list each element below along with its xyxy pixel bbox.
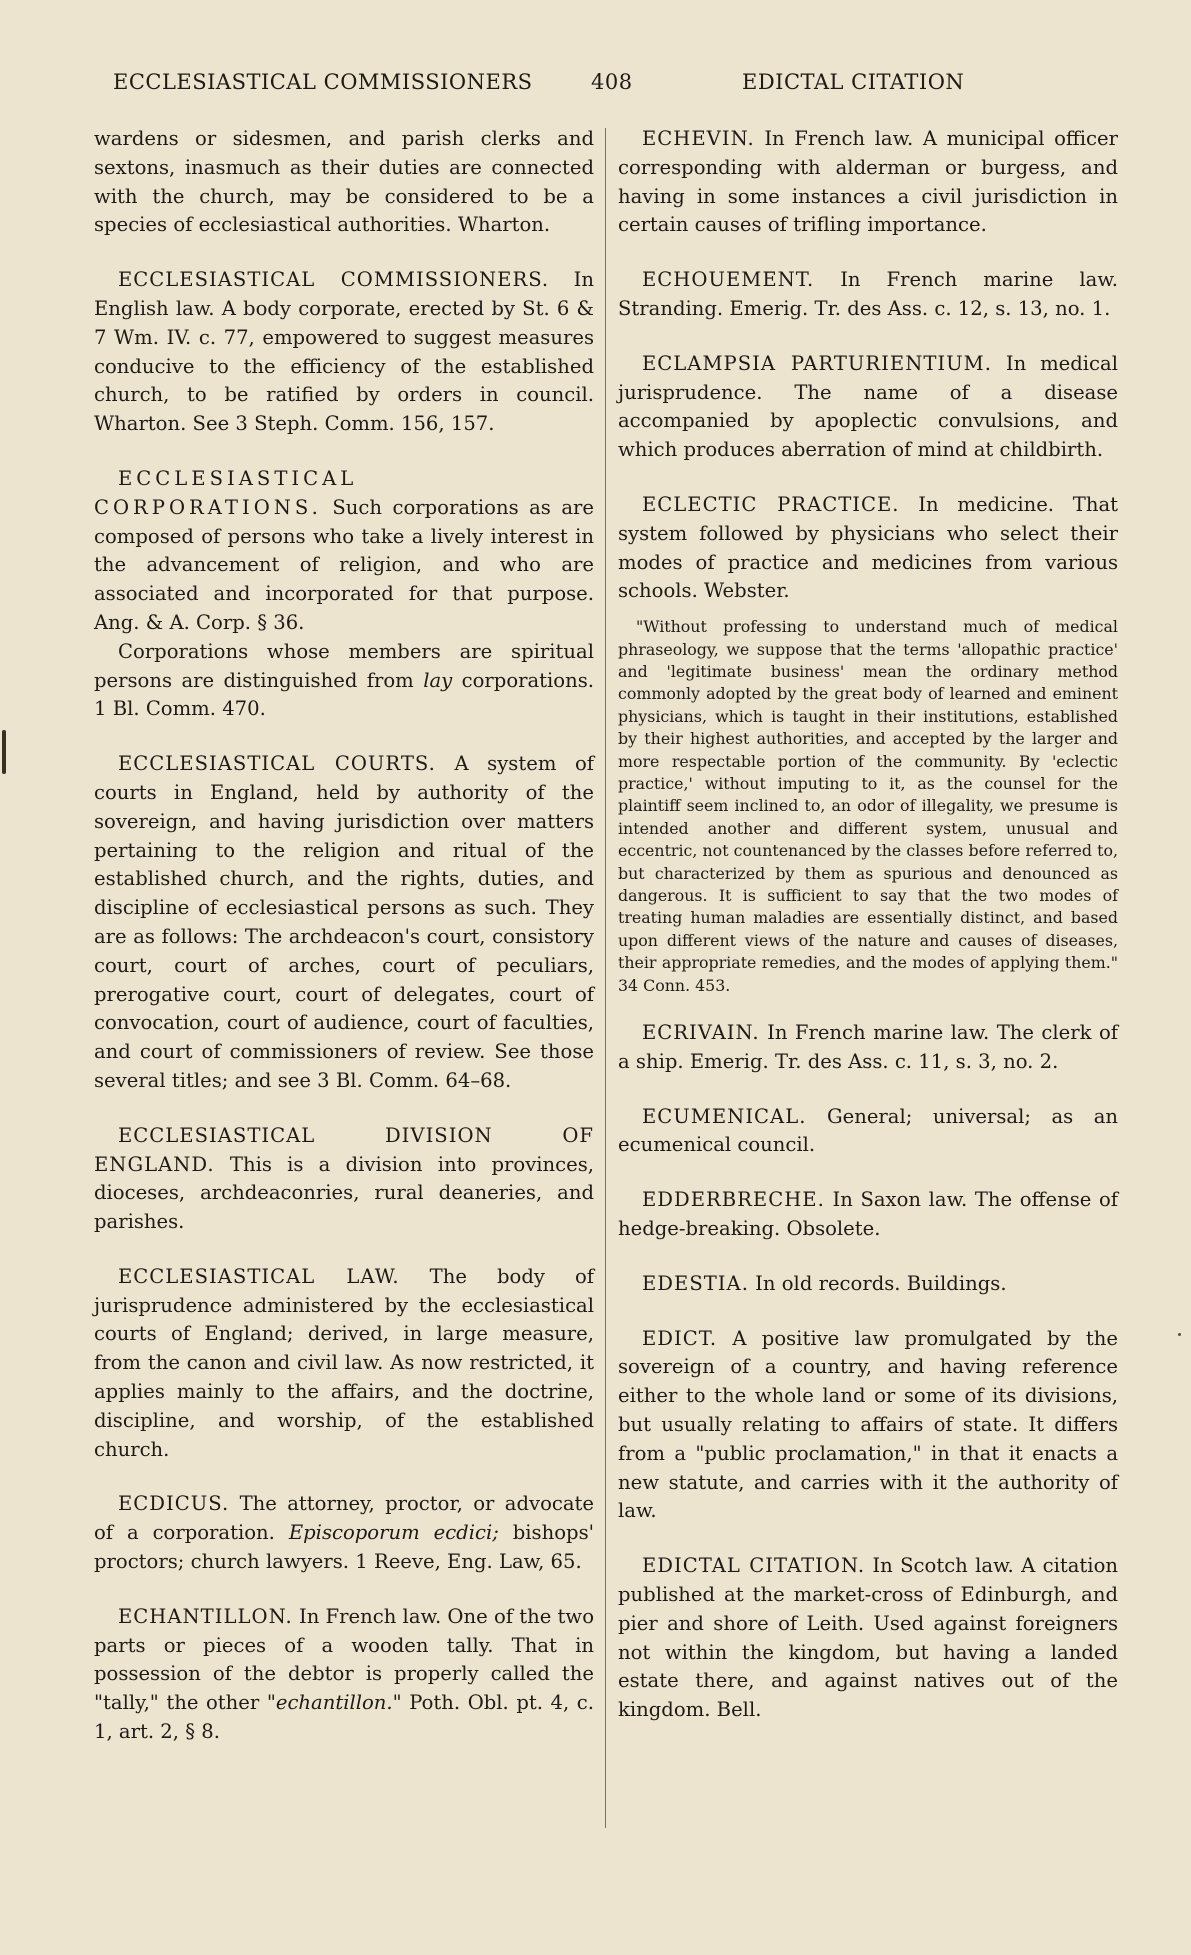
headword: EDICTAL CITATION. [642,1554,866,1578]
definition: In medicine. That system followed by physicians who select their modes of practice and medicines from various schools. Webster. [618,492,1119,603]
right-column [618,125,1118,1751]
headword: ECHANTILLON. [118,1604,293,1628]
continued-entry [94,125,594,240]
entry-ecclesiastical-corporations [94,465,594,724]
running-head [0,70,1191,100]
headword: ECCLESIASTICAL COURTS. [118,752,436,776]
headword: ECDICUS. [118,1492,230,1516]
entry-edict [618,1325,1118,1527]
entry-ecdicus [94,1490,594,1576]
page-number: 408 [591,70,633,94]
entry-edictal-citation [618,1552,1118,1725]
entry-ecrivain [618,1019,1118,1077]
headword: ECHEVIN. [642,127,755,150]
definition-italic: echantillon. [275,1691,393,1715]
entry-ecumenical [618,1103,1118,1161]
definition: A system of courts in England, held by authority of the sovereign, and having jurisdiction over matters pertaining to the religion and ritual of the established church, and the rights, duties, and discipline of ecclesiastical persons as such. They are as follows: The archdeacon's court, consistory court, court of arches, court of peculiars, prerogative court, court of delegates, court of convocation, court of audience, court of faculties, and court of commissioners of review. See those several titles; and see 3 Bl. Comm. 64–68. [94,752,595,1092]
headword: EDICT. [642,1326,718,1350]
entry-echevin [618,125,1118,240]
definition-part: corporations. 1 Bl. Comm. 470. [94,668,595,721]
definition-part: " Poth. Obl. pt. 4, c. 1, art. 2, § 8. [94,1691,594,1744]
headword: EDESTIA. [642,1271,749,1295]
running-head-left: ECCLESIASTICAL COMMISSIONERS [113,70,533,94]
headword: ECLAMPSIA PARTURIENTIUM. [642,351,992,375]
definition-part: The attorney, proctor, or advocate of a corporation. [94,1492,594,1545]
headword: ECLECTIC PRACTICE. [642,492,900,516]
entry-ecclesiastical-courts [94,750,594,1096]
headword: ECHOUEMENT. [642,268,815,292]
definition: In French marine law. Stranding. Emerig. Tr. des Ass. c. 12, s. 13, no. 1. [618,268,1118,320]
entry-ecclesiastical-division [94,1122,594,1237]
definition: In medical jurisprudence. The name of a disease accompanied by apoplectic convulsions, and which produces aberration of mind at childbirth. [618,351,1118,462]
margin-mark [2,730,6,774]
entry-edestia [618,1270,1118,1299]
headword: ECCLESIASTICAL DIVISION OF ENGLAND. [94,1123,594,1176]
definition: Such corporations as are composed of persons who take a lively interest in the advancement of religion, and who are associated and incorporated for that purpose. Ang. & A. Corp. § 36. [94,495,594,634]
entry-echouement [618,266,1118,324]
headword: ECCLESIASTICAL CORPORATIONS. [94,466,358,519]
definition-part: In French law. One of the two parts or pieces of a wooden tally. That in possession of the debtor is properly called the "tally," the other " [94,1604,594,1715]
definition: In French law. A municipal officer corresponding with alderman or burgess, and having in some instances a civil jurisdiction in certain causes of trifling importance. [618,127,1118,237]
definition: General; universal; as an ecumenical council. [618,1104,1118,1157]
definition: In English law. A body corporate, erected by St. 6 & 7 Wm. IV. c. 77, empowered to suggest measures conducive to the efficiency of the established church, to be ratified by orders in council. Wharton. See 3 Steph. Comm. 156, 157. [94,268,594,436]
headword: ECUMENICAL. [642,1104,807,1128]
entry-ecclesiastical-law [94,1263,594,1465]
running-head-right: EDICTAL CITATION [742,70,965,94]
headword: ECRIVAIN. [642,1021,760,1045]
definition: A positive law promulgated by the sovereign of a country, and having reference either to the whole land or some of its divisions, but usually relating to affairs of state. It differs from a "public proclamation," in that it enacts a new statute, and carries with it the authority of law. [618,1326,1118,1523]
definition: In Scotch law. A citation published at the market-cross of Edinburgh, and pier and shore of Leith. Used against foreigners not within the kingdom, but having a landed estate there, and against natives out of the kingdom. Bell. [618,1554,1118,1722]
quoted-note: "Without professing to understand much of medical phraseology, we suppose that the terms 'allopathic practice' and 'legitimate business' mean the ordinary method commonly adopted by the great body of learned and eminent physicians, which is taught in their institutions, established by their highest authorities, and accepted by the larger and more respectable portion of the community. By 'eclectic practice,' without imputing to it, as the counsel for the plaintiff seem inclined to, an odor of illegality, we presume is intended another and different system, unusual and eccentric, not countenanced by the classes before referred to, but characterized by them as spurious and denounced as dangerous. It is sufficient to say that the two modes of treating human maladies are essentially distinct, and based upon different views of the nature and causes of diseases, their appropriate remedies, and the modes of applying them." 34 Conn. 453. [618,617,1118,995]
headword: ECCLESIASTICAL LAW. [118,1264,400,1288]
entry-ecclesiastical-commissioners [94,266,594,439]
entry-edderbreche [618,1186,1118,1244]
definition-part: bishops' proctors; church lawyers. 1 Reeve, Eng. Law, 65. [94,1521,595,1574]
headword: EDDERBRECHE. [642,1188,825,1212]
definition: In old records. Buildings. [755,1271,1007,1295]
left-column [94,125,594,1773]
margin-speck [1178,1333,1181,1336]
headword: ECCLESIASTICAL COMMISSIONERS. [118,268,550,292]
entry-eclampsia-parturientium [618,350,1118,465]
definition: In Saxon law. The offense of hedge-breaking. Obsolete. [618,1188,1119,1241]
definition-italic: lay [423,668,453,692]
definition: The body of jurisprudence administered by the ecclesiastical courts of England; derived, in large measure, from the canon and civil law. As now restricted, it applies mainly to the affairs, and the doctrine, discipline, and worship, of the established church. [94,1264,594,1461]
definition: This is a division into provinces, dioceses, archdeaconries, rural deaneries, and parishes. [94,1152,594,1234]
definition: In French marine law. The clerk of a ship. Emerig. Tr. des Ass. c. 11, s. 3, no. 2. [618,1021,1118,1073]
continuation-text: wardens or sidesmen, and parish clerks and sextons, inasmuch as their duties are connected with the church, may be considered to be a species of ecclesiastical authorities. Wharton. [94,127,594,237]
definition-part: Corporations whose members are spiritual persons are distinguished from [94,639,594,692]
column-divider [605,128,606,1828]
entry-eclectic-practice [618,491,1118,606]
definition-italic: Episcoporum ecdici; [288,1521,499,1545]
entry-echantillon [94,1603,594,1747]
